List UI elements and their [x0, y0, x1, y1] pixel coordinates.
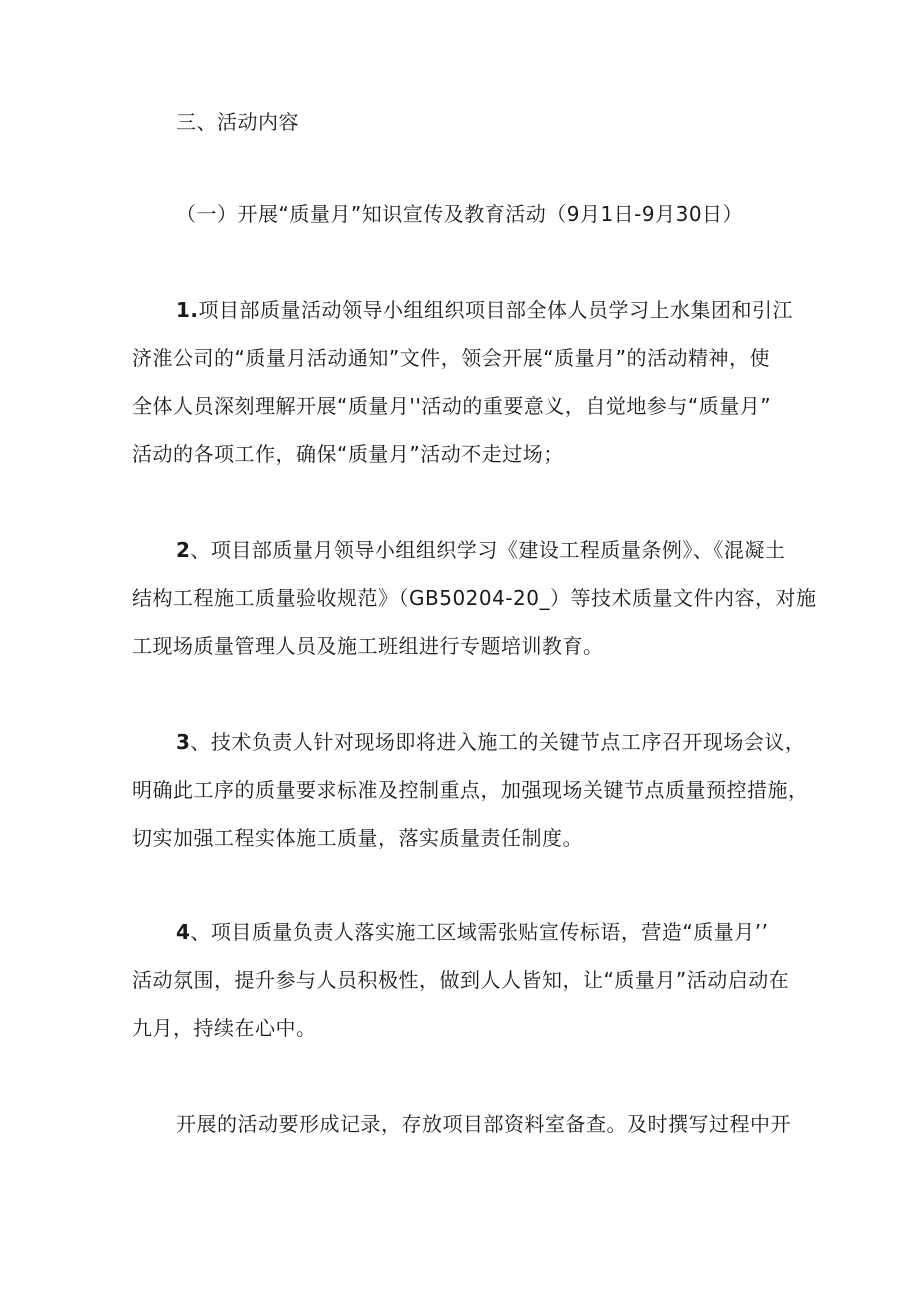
subsection-heading: （一）开展“质量月”知识宣传及教育活动（9月1日-9月30日）	[176, 202, 744, 226]
item-2-line-1	[176, 536, 785, 564]
item-4-line-1	[176, 918, 769, 946]
closing-paragraph: 开展的活动要形成记录，存放项目部资料室备查。及时撰写过程中开	[176, 1112, 791, 1136]
item-2-text: 、项目部质量月领导小组组织学习《建设工程质量条例》、《混凝土	[190, 538, 786, 562]
item-1-number: 1.	[176, 298, 199, 322]
item-1-line-1	[176, 296, 793, 324]
item-3-line-3: 切实加强工程实体施工质量，落实质量责任制度。	[132, 826, 583, 850]
item-3-line-1	[176, 728, 805, 756]
item-4-line-2: 活动氛围，提升参与人员积极性，做到人人皆知，让“质量月”活动启动在	[132, 968, 790, 992]
item-1-text: 项目部质量活动领导小组组织项目部全体人员学习上水集团和引江	[198, 298, 794, 322]
item-4-text: 、项目质量负责人落实施工区域需张贴宣传标语，营造“质量月’’	[190, 920, 769, 944]
section-heading: 三、活动内容	[176, 110, 299, 134]
item-2-line-2: 结构工程施工质量验收规范》（GB50204-20_）等技术质量文件内容，对施	[132, 586, 817, 610]
item-1-line-2: 济淮公司的“质量月活动通知”文件，领会开展“质量月”的活动精神，使	[132, 346, 770, 370]
item-2-line-3: 工现场质量管理人员及施工班组进行专题培训教育。	[132, 634, 604, 658]
item-4-line-3: 九月，持续在心中。	[132, 1016, 317, 1040]
item-1-line-4: 活动的各项工作，确保“质量月”活动不走过场；	[132, 442, 564, 466]
item-1-line-3: 全体人员深刻理解开展“质量月''活动的重要意义，自觉地参与“质量月”	[132, 394, 772, 418]
item-4-number: 4	[176, 920, 191, 944]
item-3-line-2: 明确此工序的质量要求标准及控制重点，加强现场关键节点质量预控措施，	[132, 778, 809, 802]
item-3-text: 、技术负责人针对现场即将进入施工的关键节点工序召开现场会议，	[190, 730, 806, 754]
item-3-number: 3	[176, 730, 191, 754]
item-2-number: 2	[176, 538, 191, 562]
